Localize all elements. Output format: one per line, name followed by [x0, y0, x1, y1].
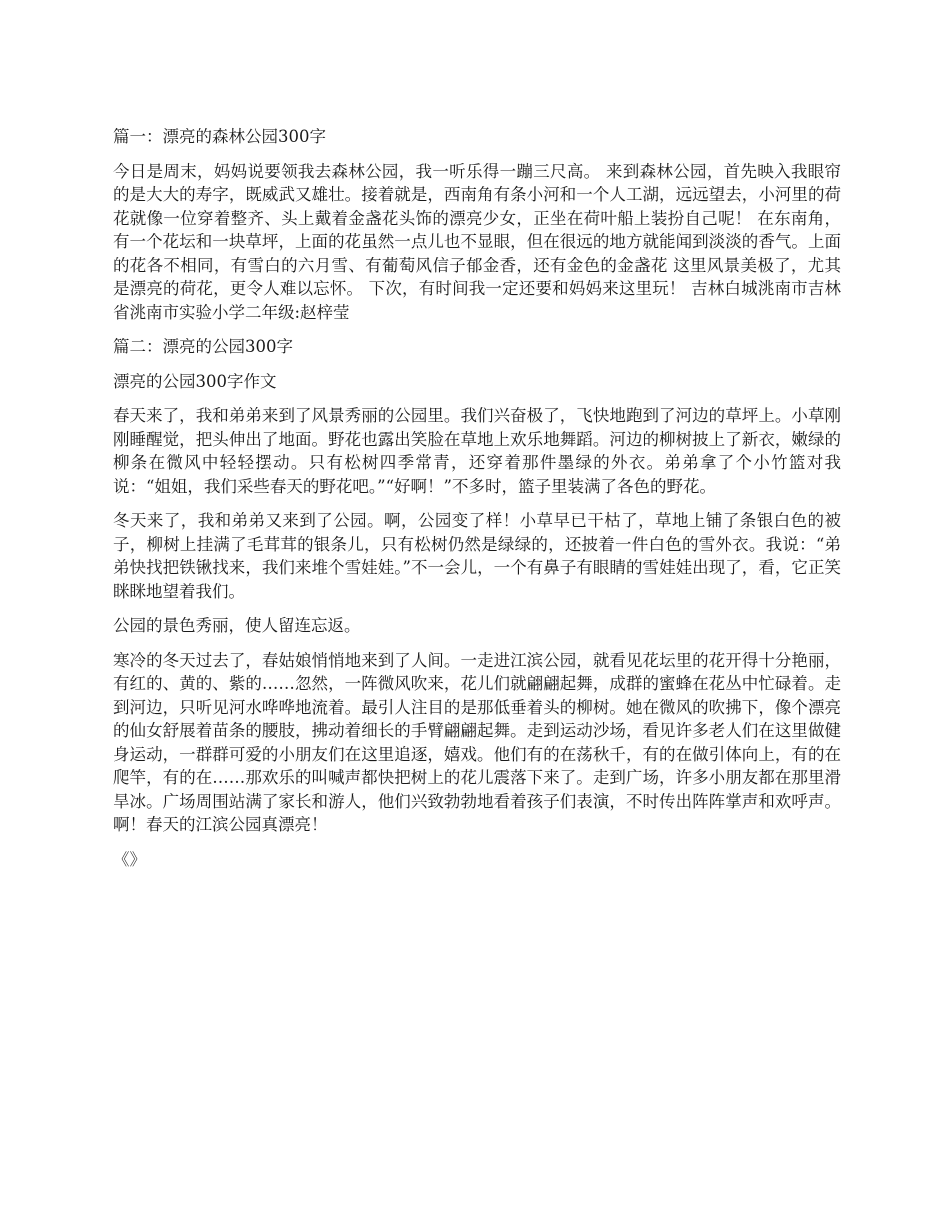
essay-title: 漂亮的公园300字作文 [113, 371, 277, 391]
end-mark: 《》 [113, 849, 146, 869]
section-title-2: 篇二：漂亮的公园300字 [113, 337, 293, 356]
section-title-1: 篇一：漂亮的森林公园300字 [113, 127, 326, 146]
paragraph-forest-park: 今日是周末，妈妈说要领我去森林公园，我一听乐得一蹦三尺高。 来到森林公园，首先映入我眼帘的是大大的寿字，既威武又雄壮。接着就是，西南角有条小河和一个人工湖，远远望去，小河里的荷花就像一位穿着整齐、头上戴着金盏花头饰的漂亮少女，正坐在荷叶船上装扮自己呢！ 在东南角，有一个花坛和一块草坪，上面的花虽然一点儿也不显眼，但在很远的地方就能闻到淡淡的香气。上面的花各不相同，有雪白的六月雪、有葡萄风信子郁金香，还有金色的金盏花 这里风景美极了，尤其是漂亮的荷花，更令人难以忘怀。 下次，有时间我一定还要和妈妈来这里玩！ 吉林白城洮南市吉林省洮南市实验小学二年级:赵梓莹 [113, 161, 841, 322]
paragraph-jiangbin-park: 寒冷的冬天过去了，春姑娘悄悄地来到了人间。一走进江滨公园，就看见花坛里的花开得十分艳丽，有红的、黄的、紫的……忽然，一阵微风吹来，花儿们就翩翩起舞，成群的蜜蜂在花丛中忙碌着。走到河边，只听见河水哗哗地流着。最引人注目的是那低垂着头的柳树。她在微风的吹拂下，像个漂亮的仙女舒展着苗条的腰肢，拂动着细长的手臂翩翩起舞。走到运动沙场，看见许多老人们在这里做健身运动，一群群可爱的小朋友们在这里追逐，嬉戏。他们有的在荡秋千，有的在做引体向上，有的在爬竿，有的在……那欢乐的叫喊声都快把树上的花儿震落下来了。走到广场，许多小朋友都在那里滑旱冰。广场周围站满了家长和游人，他们兴致勃勃地看着孩子们表演，不时传出阵阵掌声和欢呼声。啊！春天的江滨公园真漂亮！ [113, 650, 841, 834]
paragraph-winter: 冬天来了，我和弟弟又来到了公园。啊，公园变了样！小草早已干枯了，草地上铺了条银白色的被子，柳树上挂满了毛茸茸的银条儿，只有松树仍然是绿绿的，还披着一件白色的雪外衣。我说：“弟弟快找把铁锹找来，我们来堆个雪娃娃。”不一会儿，一个有鼻子有眼睛的雪娃娃出现了，看，它正笑眯眯地望着我们。 [113, 511, 841, 601]
document-body [113, 125, 841, 882]
paragraph-spring: 春天来了，我和弟弟来到了风景秀丽的公园里。我们兴奋极了，飞快地跑到了河边的草坪上。小草刚刚睡醒觉，把头伸出了地面。野花也露出笑脸在草地上欢乐地舞蹈。河边的柳树披上了新衣，嫩绿的柳条在微风中轻轻摆动。只有松树四季常青，还穿着那件墨绿的外衣。弟弟拿了个小竹篮对我说：“姐姐，我们采些春天的野花吧。”“好啊！”不多时，篮子里装满了各色的野花。 [113, 406, 841, 496]
paragraph-summary: 公园的景色秀丽，使人留连忘返。 [113, 616, 361, 635]
